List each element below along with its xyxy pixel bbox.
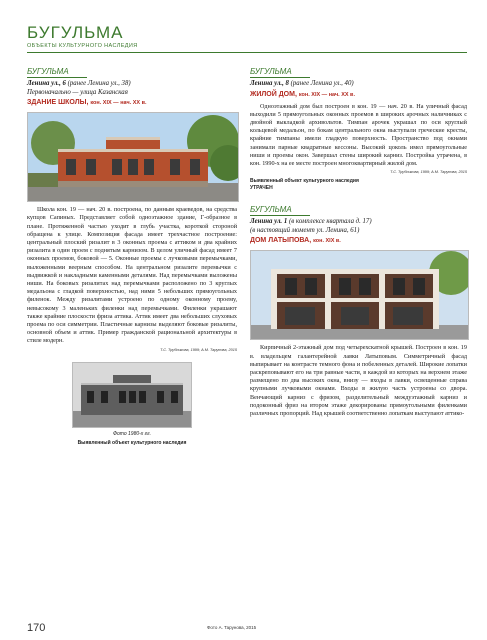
- archive-building-image: [73, 363, 191, 427]
- latypov-house-image: [251, 251, 468, 339]
- object-address: [250, 218, 467, 235]
- house-description: Одноэтажный дом был построен в кон. 19 — нач. 20 в. На уличный фасад выходили 5 прямоугольных оконных проемов в широких арочных наличниках с двойной выкладкой архивольтов. Тимпан арочек украшал по оси круглый кольцевой медальон, по бокам центрального окна выступали греческие кресты, крайние тимпаны имели гладкую поверхность. Пространство под окнами занимали парные квадратные кессоны. Высокий цоколь имел прямоугольные ниши и проемы окон. Завершал стены широкий карниз. Постройка утрачена, в кон. 1990-х на ее месте построен многоквартирный жилой дом.: [250, 102, 467, 168]
- city-label: БУГУЛЬМА: [250, 67, 310, 78]
- address-previous: (ранее Ленина ул., 38): [67, 80, 131, 87]
- object-name: [250, 236, 467, 246]
- address-previous: (ранее Ленина ул., 40): [290, 80, 354, 87]
- latypov-description: Кирпичный 2-этажный дом под четырехскатной крышей. Построен в кон. 19 в. владельцем галантерейной лавки Латыповым. Симметричный фасад выпирывает на контрасте темного фона и побеленных деталей. Широкие лопатки раскреповывают его на три равные части, в каждой из которых на верхнем этаже размещено по два высоких окна, внизу — входы в лавки, освещенные справа крупными лучковыми окнами. Входы в жилую часть устроены со двора. Венчающий карниз с фризом, разделительный междуэтажный карниз и подоконный фриз на втором этаже декорированы прямоугольными филенками различных пропорций. Над крышей соответственно лопаткам выступают аттико-: [250, 344, 467, 418]
- previous-street-name: Первоначально — улица Казанская: [27, 88, 128, 96]
- archive-photo: [72, 362, 192, 428]
- object-date: кон. XIX — нач. XX в.: [90, 100, 147, 107]
- object-address: [250, 80, 467, 89]
- object-name-text: ЗДАНИЕ ШКОЛЫ,: [27, 99, 89, 107]
- object-name-text: ЖИЛОЙ ДОМ,: [250, 90, 297, 98]
- address-main: Ленина ул., 8: [250, 80, 289, 87]
- school-description: Школа кон. 19 — нач. 20 в. построена, по данным краеведов, на средства купцов Сапиных. Представляет собой одноэтажное здание, Г-образное в плане. Протяженной частью уходит в глубь участка, короткой стороной обращена к улице. Композиция фасада имеет трехчастное построение: центральный плоский ризалит в 3 оконных проема с аттиком и два крайних ризалита в один проем с поднятым карнизом. В целом уличный фасад имеет 7 оконных проемов, боковой — 5. Оконные проемы с лучковыми перемычками, выложенными веерным способом. На центральном ризалите перемычки с выдвижкой и накладными каменными деталями. Над перемычками выложены ниши. На боковых ризалитах над перемычками расположено по 3 круглых медальона с гладкой поверхностью, над ними 5 небольших прямоугольных филенок. Между ризалитами устроено по одному оконному проему, невысокому 3 маленьких филенки над перемычками. Филенки украшают также крайние плоскости фриза аттика. Аттик имеет два небольших слуховых проема по оси симметрии. Пластичные карнизы выделяют боковые ризалиты, основной объем и аттик. Пример гражданской рациональной архитектуры в стиле модерн.: [27, 206, 237, 345]
- heritage-status: Выявленный объект культурного наследия: [250, 178, 359, 185]
- text-credit: Т.С. Трубникова, 1999; А.М. Тарунова, 2015: [390, 170, 467, 175]
- school-building-image: [28, 113, 238, 201]
- city-label: БУГУЛЬМА: [250, 205, 310, 216]
- object-date: кон. XIX в.: [313, 238, 341, 245]
- photo-credit: Фото А. Тарунова, 2015: [207, 625, 257, 630]
- header-rule: [27, 52, 467, 53]
- object-address: [27, 80, 237, 89]
- object-name: [250, 90, 467, 100]
- left-column: [27, 67, 237, 446]
- school-photo: [27, 112, 239, 202]
- address-current: (в настоящий момент ул. Ленина, 61): [250, 226, 360, 234]
- text-credit: Т.С. Трубникова, 1999; А.М. Тарунова, 2015: [160, 347, 237, 352]
- right-column: [250, 67, 467, 418]
- page-header: [27, 24, 467, 53]
- address-main: Ленина ул., 6: [27, 80, 66, 87]
- object-date: кон. XIX — нач. XX в.: [298, 91, 355, 98]
- object-name-text: ДОМ ЛАТЫПОВА,: [250, 237, 312, 245]
- archive-photo-caption: Фото 1980-х гг.: [112, 430, 152, 437]
- object-name: [27, 98, 237, 108]
- section-title: БУГУЛЬМА: [27, 23, 124, 42]
- address-note: (в комплексе квартала д. 17): [288, 218, 372, 226]
- latypov-house-photo: [250, 250, 469, 340]
- section-subtitle: ОБЪЕКТЫ КУЛЬТУРНОГО НАСЛЕДИЯ: [27, 43, 138, 49]
- page-number: 170: [27, 622, 46, 634]
- lost-status: УТРАЧЕН: [250, 184, 273, 191]
- heritage-status: Выявленный объект культурного наследия: [77, 439, 187, 446]
- city-label: БУГУЛЬМА: [27, 67, 87, 78]
- address-main: Ленина ул. 1 (в комплексе квартала д. 17): [250, 218, 372, 226]
